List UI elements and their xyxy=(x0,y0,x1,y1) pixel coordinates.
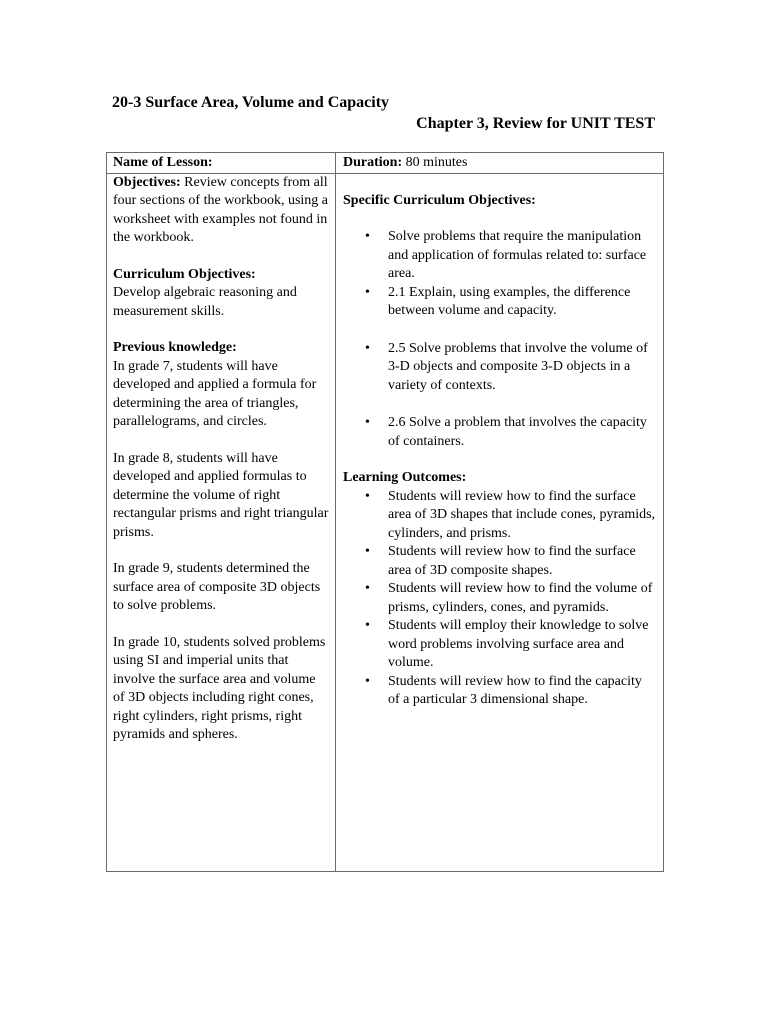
right-content-cell xyxy=(336,173,664,872)
list-item: • Students will review how to find the capacity of a particular 3 dimensional shape. xyxy=(365,673,642,707)
curriculum-objectives-label: Curriculum Objectives: xyxy=(113,266,256,282)
bullet-icon: • xyxy=(365,544,370,559)
document-title: 20-3 Surface Area, Volume and Capacity xyxy=(112,94,390,111)
duration-value: 80 minutes xyxy=(402,155,468,170)
bullet-icon: • xyxy=(365,284,370,300)
learning-outcomes-label: Learning Outcomes: xyxy=(343,470,467,485)
lesson-plan-table xyxy=(106,152,664,872)
bullet-icon: • xyxy=(365,415,370,430)
left-content-cell xyxy=(107,173,336,872)
duration-label: Duration: xyxy=(343,155,403,170)
list-item: • 2.6 Solve a problem that involves the capacity of containers. xyxy=(365,415,647,449)
bullet-icon: • xyxy=(365,488,370,504)
bullet-icon: • xyxy=(365,618,370,633)
objectives-text: Review concepts from all four sections of the workbook, using a worksheet with examples not found in the workbook. xyxy=(113,174,329,245)
grade9-paragraph: In grade 9, students determined the surface area of composite 3D objects to solve problems. xyxy=(113,561,321,613)
lesson-name-label: Name of Lesson: xyxy=(113,155,213,170)
list-item: • 2.1 Explain, using examples, the difference between volume and capacity. xyxy=(365,284,631,318)
grade10-paragraph: In grade 10, students solved problems using SI and imperial units that involve the surface area and volume of 3D objects including right cones, right cylinders, right prisms, right pyramids and spheres. xyxy=(113,634,326,742)
table-header-row xyxy=(107,153,664,174)
specific-objectives-label: Specific Curriculum Objectives: xyxy=(343,192,536,208)
document-subtitle: Chapter 3, Review for UNIT TEST xyxy=(416,115,655,132)
bullet-icon: • xyxy=(365,229,370,244)
list-item: • 2.5 Solve problems that involve the volume of 3-D objects and composite 3-D objects in a variety of contexts. xyxy=(365,340,648,393)
list-item: • Students will review how to find the surface area of 3D shapes that include cones, pyramids, cylinders, and prisms. xyxy=(365,488,656,541)
curriculum-objectives-text: Develop algebraic reasoning and measurement skills. xyxy=(113,285,297,319)
specific-objectives-list xyxy=(343,228,657,451)
previous-knowledge-label: Previous knowledge: xyxy=(113,340,237,355)
list-item: • Students will review how to find the surface area of 3D composite shapes. xyxy=(365,544,636,578)
list-item: • Students will review how to find the volume of prisms, cylinders, cones, and pyramids. xyxy=(365,581,653,615)
duration-cell xyxy=(336,153,664,174)
objectives-label: Objectives: xyxy=(113,174,181,190)
table-body-row xyxy=(107,173,664,872)
bullet-icon: • xyxy=(365,673,370,689)
bullet-icon: • xyxy=(365,581,370,596)
bullet-icon: • xyxy=(365,340,370,356)
list-item: • Students will employ their knowledge to solve word problems involving surface area and volume. xyxy=(365,618,649,670)
grade8-paragraph: In grade 8, students will have developed and applied formulas to determine the volume of right rectangular prisms and right triangular prisms. xyxy=(113,450,329,540)
objectives-paragraph xyxy=(113,174,329,248)
list-item: • Solve problems that require the manipulation and application of formulas related to: surface area. xyxy=(365,229,647,281)
grade7-paragraph: In grade 7, students will have developed and applied a formula for determining the area of triangles, parallelograms, and circles. xyxy=(113,358,317,429)
lesson-name-cell xyxy=(107,153,336,174)
learning-outcomes-list xyxy=(343,488,657,710)
